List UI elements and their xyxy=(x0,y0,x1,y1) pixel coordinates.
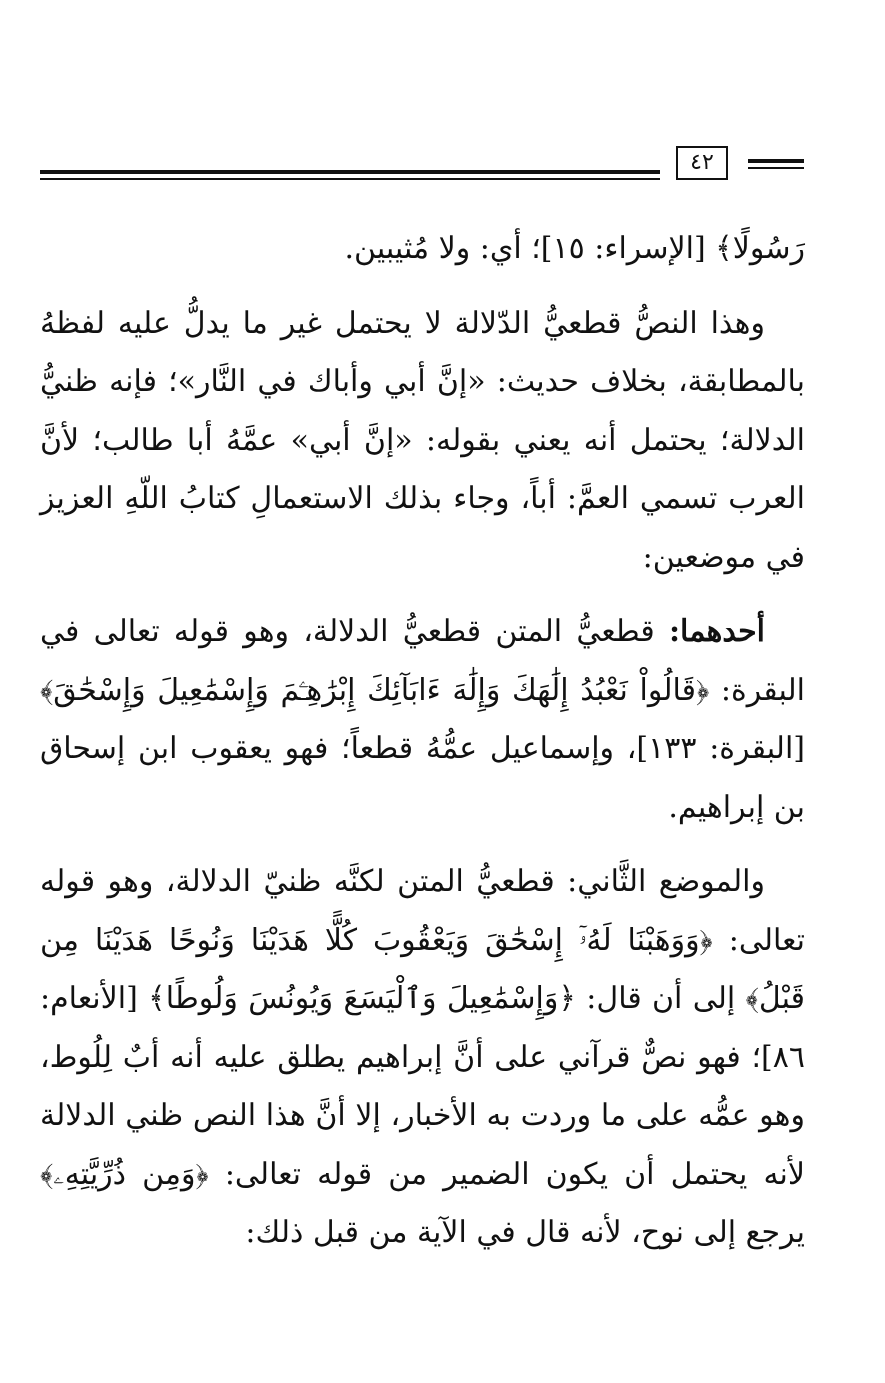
paragraph-gap xyxy=(40,587,805,603)
paragraph-3-text-after-verse: [البقرة: ١٣٣]، وإسماعيل عمُّهُ قطعاً؛ فهو يعقوب ابن إسحاق بن إبراهيم. xyxy=(40,731,805,825)
paragraph-3-lead: أحدهما: xyxy=(668,614,765,649)
quran-verse-anam-3: ﴿وَمِن ذُرِّيَّتِهِۦ﴾ xyxy=(40,1156,209,1192)
paragraph-4-text-3: [الأنعام: ٨٦]؛ فهو نصٌّ قرآني على أنَّ إبراهيم يطلق عليه أنه أبٌ لِلُوط، وهو عمُّه على ما وردت به الأخبار، إلا أنَّ هذا النص ظني الدلالة لأنه يحتمل أن يكون الضمير من قوله تعالى: xyxy=(40,981,805,1192)
paragraph-3 xyxy=(40,603,805,837)
header-rule-short-thin xyxy=(748,167,804,169)
paragraph-4-text-4: يرجع إلى نوح، لأنه قال في الآية من قبل ذلك: xyxy=(245,1215,805,1250)
paragraph-3-text-before-verse: قطعيُّ المتن قطعيُّ الدلالة، وهو قوله تعالى في البقرة: xyxy=(40,614,805,708)
paragraph-gap xyxy=(40,837,805,853)
paragraph-1: رَسُولًا﴾ [الإسراء: ١٥]؛ أي: ولا مُثيبين. xyxy=(344,231,805,266)
header-rule-short-thick xyxy=(748,159,804,163)
quran-verse-anam-2: ﴿وَإِسْمَٰعِيلَ وَٱلْيَسَعَ وَيُونُسَ وَلُوطًا﴾ xyxy=(148,981,576,1016)
quran-verse-anam-1: ﴿وَوَهَبْنَا لَهُۥٓ إِسْحَٰقَ وَيَعْقُوبَ كُلًّا هَدَيْنَا وَنُوحًا هَدَيْنَا مِن قَبْلُ﴾ xyxy=(40,922,805,1016)
quran-verse-baqarah: ﴿قَالُواْ نَعْبُدُ إِلَٰهَكَ وَإِلَٰهَ ءَابَآئِكَ إِبْرَٰهِـۧمَ وَإِسْمَٰعِيلَ وَإِسْحَٰقَ﴾ xyxy=(40,672,710,708)
page-body xyxy=(40,220,805,1263)
paragraph-4 xyxy=(40,853,805,1263)
header-rule-thick xyxy=(40,170,660,174)
paragraph-4-text-1: والموضع الثَّاني: قطعيُّ المتن لكنَّه ظنيّ الدلالة، وهو قوله تعالى: xyxy=(40,864,805,958)
header-rule-thin xyxy=(40,178,660,180)
paragraph-2: وهذا النصُّ قطعيُّ الدّلالة لا يحتمل غير ما يدلُّ عليه لفظهُ بالمطابقة، بخلاف حديث: «إنَّ أبي وأباك في النَّار»؛ فإنه ظنيُّ الدلالة؛ يحتمل أنه يعني بقوله: «إنَّ أبي» عمَّهُ أبا طالب؛ لأنَّ العرب تسمي العمَّ: أباً، وجاء بذلك الاستعمالِ كتابُ اللّهِ العزيز في موضعين: xyxy=(40,305,805,575)
paragraph-gap xyxy=(40,279,805,295)
paragraph-4-text-2: إلى أن قال: xyxy=(575,981,746,1016)
page-number: ٤٢ xyxy=(676,146,728,180)
